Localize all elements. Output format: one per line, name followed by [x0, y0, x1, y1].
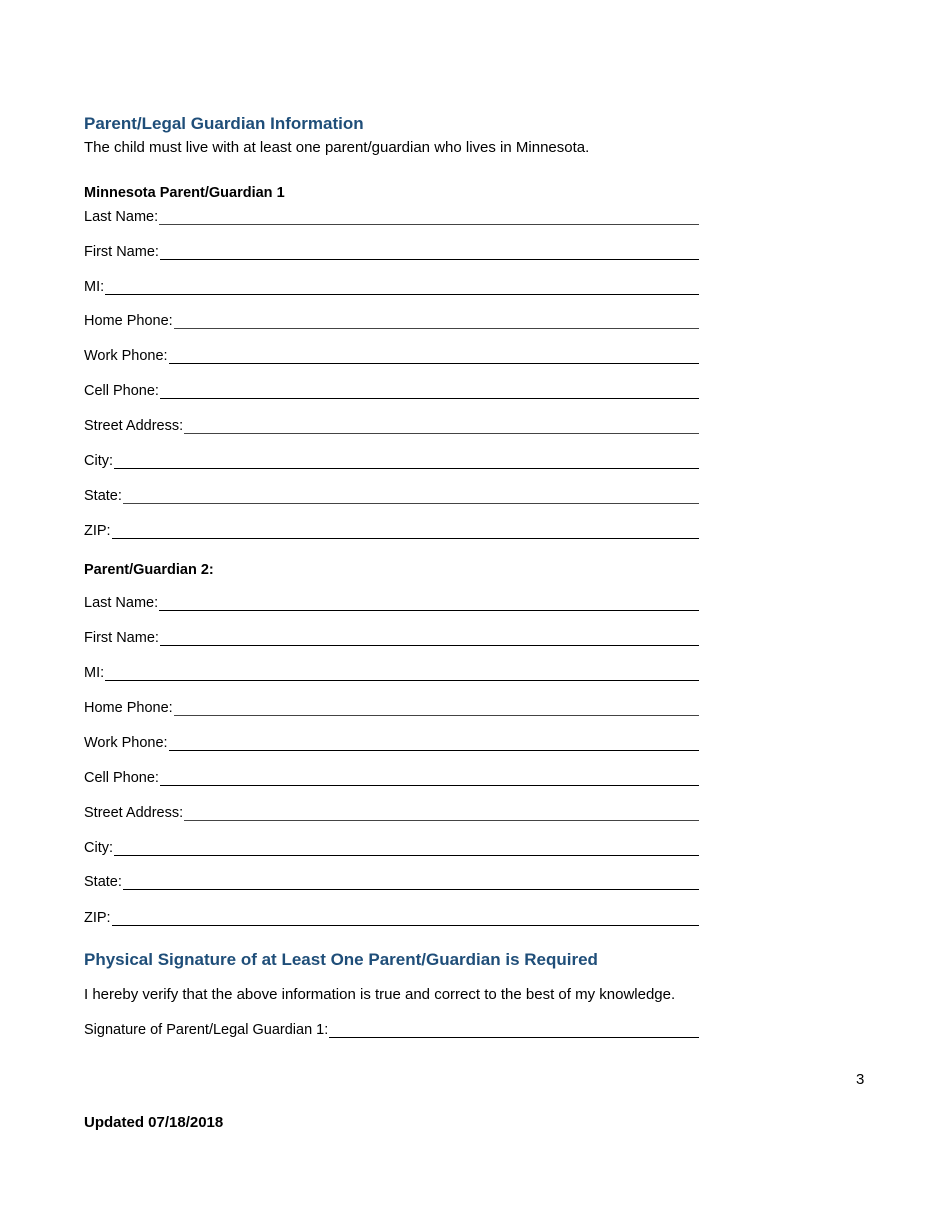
guardian1-heading: Minnesota Parent/Guardian 1 — [84, 185, 285, 201]
field-label: MI: — [84, 279, 105, 295]
field-label: Last Name: — [84, 595, 159, 611]
field-label: Cell Phone: — [84, 383, 159, 399]
guardian2-state-field[interactable] — [84, 871, 699, 893]
guardian2-heading: Parent/Guardian 2: — [84, 562, 214, 578]
field-label: Home Phone: — [84, 313, 173, 329]
guardian1-signature-input[interactable] — [329, 1037, 699, 1038]
guardian1-work-phone-input[interactable] — [169, 363, 699, 364]
field-label: State: — [84, 874, 122, 890]
guardian1-last-name-input[interactable] — [159, 224, 699, 225]
section-title-guardian-info: Parent/Legal Guardian Information — [84, 114, 364, 133]
guardian2-last-name-input[interactable] — [159, 610, 699, 611]
intro-text: The child must live with at least one parent/guardian who lives in Minnesota. — [84, 139, 590, 156]
guardian2-first-name-field[interactable] — [84, 627, 699, 649]
guardian1-work-phone-field[interactable] — [84, 345, 699, 367]
guardian1-signature-field[interactable] — [84, 1019, 699, 1041]
guardian1-street-input[interactable] — [184, 433, 699, 434]
guardian1-mi-input[interactable] — [105, 294, 699, 295]
guardian2-mi-input[interactable] — [105, 680, 699, 681]
field-label: ZIP: — [84, 523, 111, 539]
guardian2-home-phone-field[interactable] — [84, 697, 699, 719]
guardian2-work-phone-field[interactable] — [84, 732, 699, 754]
guardian1-zip-field[interactable] — [84, 520, 699, 542]
field-label: City: — [84, 840, 113, 856]
guardian1-first-name-input[interactable] — [160, 259, 699, 260]
field-label: First Name: — [84, 244, 159, 260]
page-number: 3 — [856, 1071, 865, 1088]
field-label: City: — [84, 453, 113, 469]
guardian1-first-name-field[interactable] — [84, 241, 699, 263]
guardian2-city-field[interactable] — [84, 837, 699, 859]
guardian2-mi-field[interactable] — [84, 662, 699, 684]
updated-date: Updated 07/18/2018 — [84, 1114, 224, 1131]
field-label: MI: — [84, 665, 105, 681]
guardian1-state-input[interactable] — [123, 503, 699, 504]
guardian2-zip-field[interactable] — [84, 907, 699, 929]
field-label: First Name: — [84, 630, 159, 646]
field-label: Signature of Parent/Legal Guardian 1: — [84, 1022, 329, 1038]
guardian1-home-phone-field[interactable] — [84, 310, 699, 332]
field-label: State: — [84, 488, 122, 504]
guardian2-cell-phone-input[interactable] — [160, 785, 699, 786]
field-label: Street Address: — [84, 805, 184, 821]
guardian1-city-input[interactable] — [114, 468, 699, 469]
guardian2-zip-input[interactable] — [112, 925, 699, 926]
field-label: Home Phone: — [84, 700, 173, 716]
field-label: Work Phone: — [84, 348, 168, 364]
guardian1-cell-phone-field[interactable] — [84, 380, 699, 402]
guardian1-city-field[interactable] — [84, 450, 699, 472]
guardian2-cell-phone-field[interactable] — [84, 767, 699, 789]
field-label: Cell Phone: — [84, 770, 159, 786]
guardian2-first-name-input[interactable] — [160, 645, 699, 646]
guardian1-home-phone-input[interactable] — [174, 328, 699, 329]
guardian2-home-phone-input[interactable] — [174, 715, 699, 716]
field-label: ZIP: — [84, 910, 111, 926]
field-label: Street Address: — [84, 418, 184, 434]
guardian1-street-field[interactable] — [84, 415, 699, 437]
field-label: Last Name: — [84, 209, 159, 225]
guardian1-mi-field[interactable] — [84, 276, 699, 298]
guardian2-street-field[interactable] — [84, 802, 699, 824]
guardian2-last-name-field[interactable] — [84, 592, 699, 614]
guardian2-street-input[interactable] — [184, 820, 699, 821]
guardian2-state-input[interactable] — [123, 889, 699, 890]
guardian1-state-field[interactable] — [84, 485, 699, 507]
guardian1-last-name-field[interactable] — [84, 206, 699, 228]
guardian2-city-input[interactable] — [114, 855, 699, 856]
guardian1-cell-phone-input[interactable] — [160, 398, 699, 399]
guardian2-work-phone-input[interactable] — [169, 750, 699, 751]
guardian1-zip-input[interactable] — [112, 538, 699, 539]
field-label: Work Phone: — [84, 735, 168, 751]
verify-text: I hereby verify that the above information is true and correct to the best of my knowledge. — [84, 986, 676, 1003]
section-title-signature: Physical Signature of at Least One Parent/Guardian is Required — [84, 950, 598, 969]
